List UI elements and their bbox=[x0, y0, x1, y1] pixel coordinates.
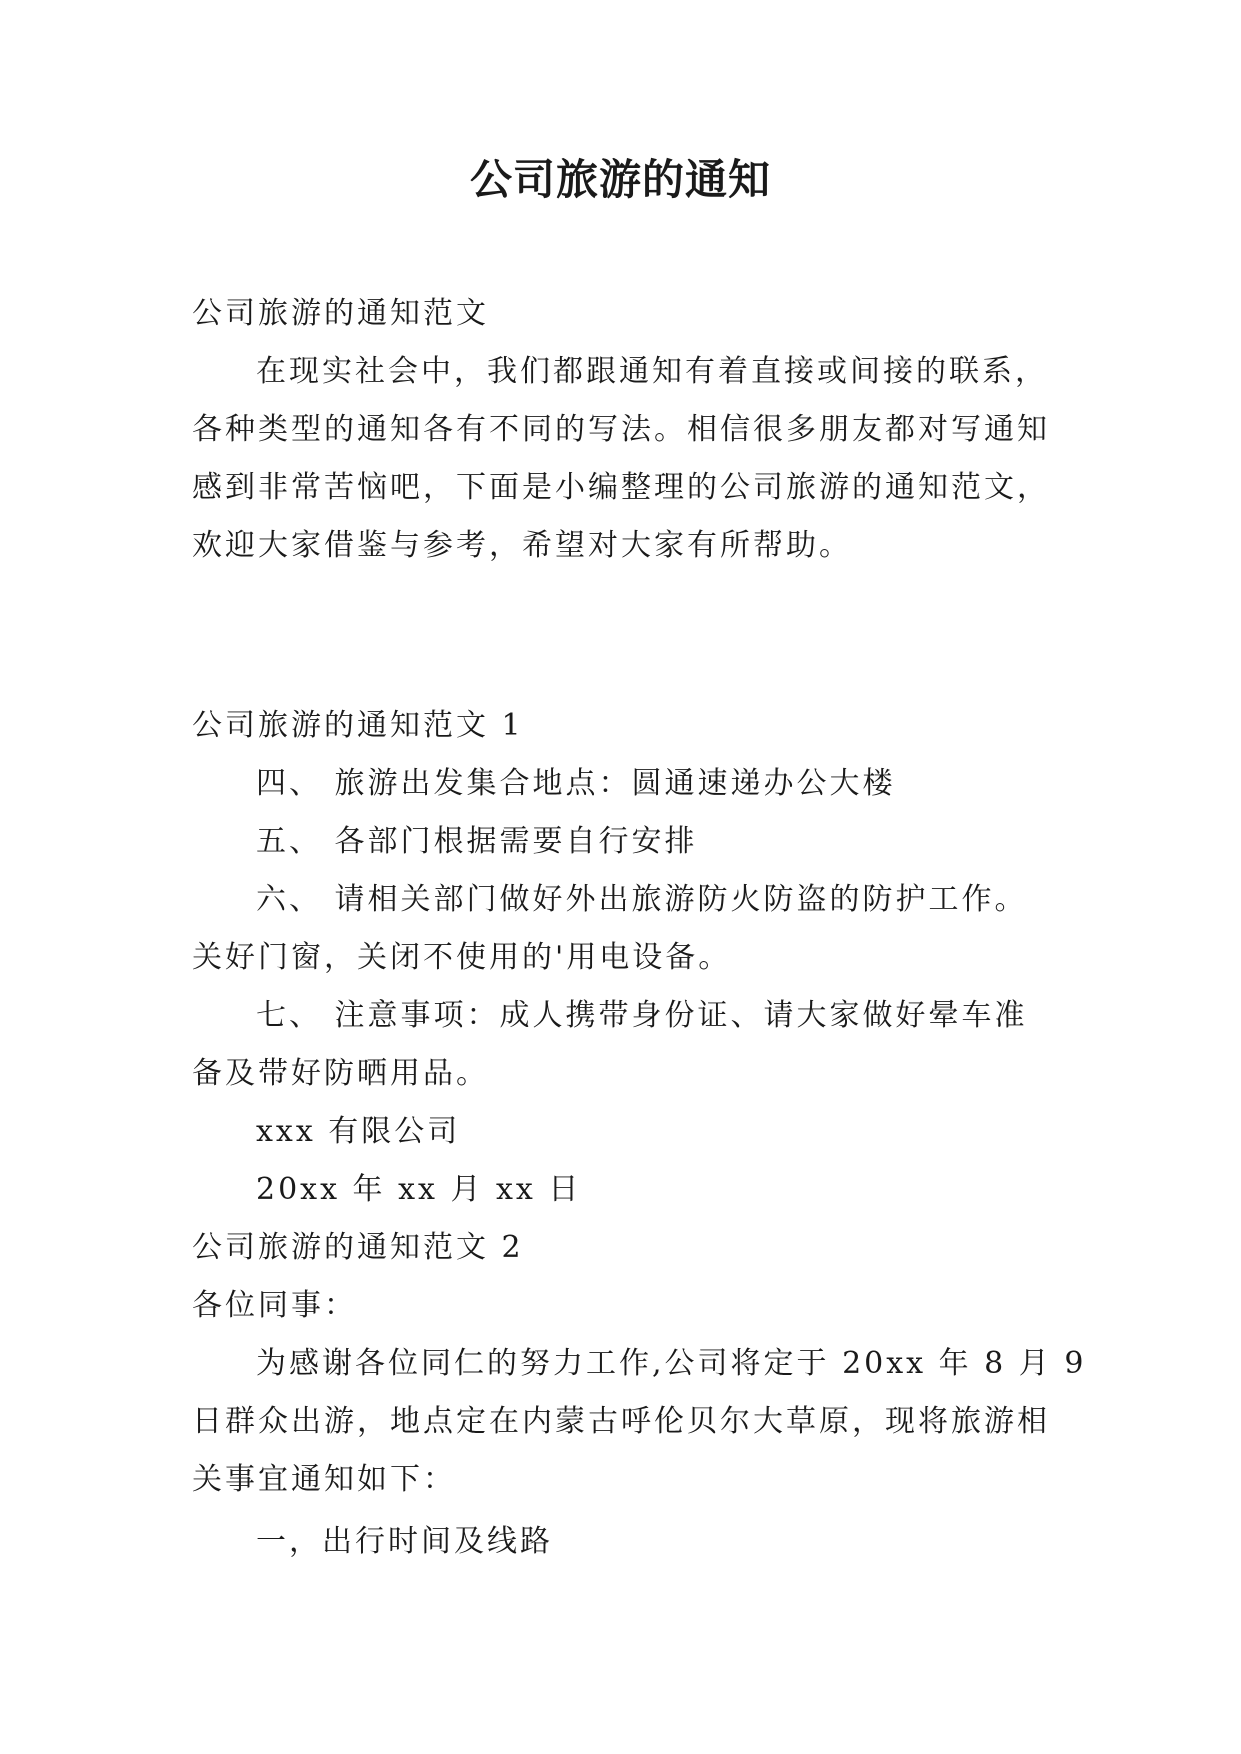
list-item-7-continued: 备及带好防晒用品。 bbox=[192, 1056, 489, 1091]
list-item-6: 六、 请相关部门做好外出旅游防火防盗的防护工作。 bbox=[256, 882, 1028, 917]
intro-paragraph-line: 欢迎大家借鉴与参考，希望对大家有所帮助。 bbox=[192, 528, 852, 563]
signature-company: xxx 有限公司 bbox=[256, 1114, 461, 1149]
signature-date: 20xx 年 xx 月 xx 日 bbox=[256, 1172, 582, 1207]
intro-heading: 公司旅游的通知范文 bbox=[192, 296, 489, 331]
body-paragraph-line: 日群众出游，地点定在内蒙古呼伦贝尔大草原，现将旅游相 bbox=[192, 1404, 1050, 1439]
intro-paragraph-line: 各种类型的通知各有不同的写法。相信很多朋友都对写通知 bbox=[192, 412, 1050, 447]
list-item-6-continued: 关好门窗，关闭不使用的'用电设备。 bbox=[192, 940, 732, 975]
intro-paragraph-line: 感到非常苦恼吧，下面是小编整理的公司旅游的通知范文， bbox=[192, 470, 1050, 505]
section-heading-2: 公司旅游的通知范文 2 bbox=[192, 1230, 524, 1265]
list-item-7: 七、 注意事项：成人携带身份证、请大家做好晕车准 bbox=[256, 998, 1028, 1033]
intro-paragraph-line: 在现实社会中，我们都跟通知有着直接或间接的联系， bbox=[256, 354, 1048, 389]
subsection-heading: 一，出行时间及线路 bbox=[256, 1524, 553, 1559]
body-paragraph-line: 关事宜通知如下： bbox=[192, 1462, 456, 1497]
body-paragraph-line: 为感谢各位同仁的努力工作,公司将定于 20xx 年 8 月 9 bbox=[256, 1346, 1087, 1381]
document-title: 公司旅游的通知 bbox=[469, 155, 771, 204]
list-item-5: 五、 各部门根据需要自行安排 bbox=[256, 824, 698, 859]
list-item-4: 四、 旅游出发集合地点：圆通速递办公大楼 bbox=[256, 766, 896, 801]
section-heading-1: 公司旅游的通知范文 1 bbox=[192, 708, 524, 743]
salutation: 各位同事： bbox=[192, 1288, 357, 1323]
